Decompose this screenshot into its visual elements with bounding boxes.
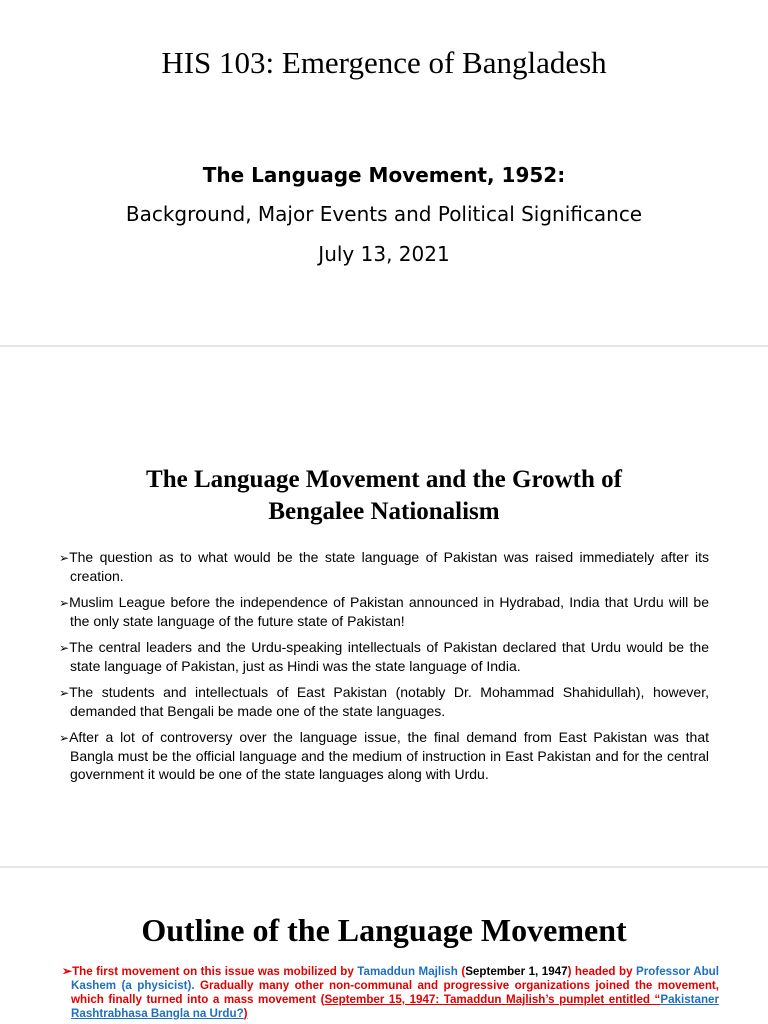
text-segment: ) headed by bbox=[567, 965, 637, 978]
course-title: HIS 103: Emergence of Bangladesh bbox=[161, 45, 607, 80]
content-slide-outline bbox=[0, 868, 768, 1024]
bullet-text: Muslim League before the independence of Pakistan announced in Hydrabad, India that Urdu will be the only state language of the future state of Pakistan! bbox=[69, 594, 709, 629]
list-item bbox=[59, 683, 709, 720]
list-item bbox=[59, 728, 709, 783]
outline-paragraph bbox=[62, 964, 719, 1021]
underlined-text: September 15, 1947: Tamaddun Majlish’s pumplet entitled “ bbox=[324, 993, 661, 1006]
pamphlet-title: Pakistaner Rashtrabhasa Bangla na Urdu? bbox=[71, 993, 719, 1020]
slide-heading-line2: Bengalee Nationalism bbox=[268, 498, 500, 525]
lecture-topic: Background, Major Events and Political Significance bbox=[125, 202, 643, 226]
list-item bbox=[59, 548, 709, 585]
bullet-text: The central leaders and the Urdu-speaking intellectuals of Pakistan declared that Urdu would be the state language of Pakistan, just as Hindi was the state language of India. bbox=[69, 639, 709, 674]
slide-heading-line1: The Language Movement and the Growth of bbox=[146, 466, 622, 493]
arrow-bullet-icon: ➢ bbox=[59, 551, 70, 565]
slide-heading bbox=[40, 464, 728, 528]
lecture-subtitle: The Language Movement, 1952: bbox=[202, 163, 566, 187]
person-name: Professor Abul Kashem bbox=[71, 965, 719, 992]
organization-name: Tamaddun Majlish bbox=[357, 965, 458, 978]
date-text: September 1, 1947 bbox=[465, 965, 568, 978]
text-segment: (a physicist). bbox=[116, 979, 200, 992]
text-segment: ( bbox=[457, 965, 466, 978]
bullet-list bbox=[59, 548, 709, 791]
bullet-text: After a lot of controversy over the language issue, the final demand from East Pakistan was that Bangla must be the official language and the medium of instruction in East Pakistan and for the central government it would be one of the state languages along with Urdu. bbox=[69, 729, 709, 782]
slide-heading: Outline of the Language Movement bbox=[141, 912, 627, 948]
bullet-text: The question as to what would be the state language of Pakistan was raised immediately after its creation. bbox=[69, 549, 709, 584]
arrow-bullet-icon: ➢ bbox=[59, 686, 70, 700]
text-segment: Gradually many other non-communal and progressive organizations joined the movement, which finally turned into a mass movement ( bbox=[71, 979, 719, 1006]
lecture-date: July 13, 2021 bbox=[318, 242, 450, 266]
arrow-bullet-icon: ➢ bbox=[62, 964, 73, 978]
arrow-bullet-icon: ➢ bbox=[59, 731, 70, 745]
text-segment: ) bbox=[243, 1007, 248, 1020]
text-segment: The first movement on this issue was mobilized by bbox=[72, 965, 358, 978]
bullet-text: The students and intellectuals of East Pakistan (notably Dr. Mohammad Shahidullah), however, demanded that Bengali be made one of the state languages. bbox=[69, 684, 709, 719]
content-slide-nationalism bbox=[0, 346, 768, 866]
list-item bbox=[59, 638, 709, 675]
arrow-bullet-icon: ➢ bbox=[59, 596, 70, 610]
arrow-bullet-icon: ➢ bbox=[59, 641, 70, 655]
list-item bbox=[59, 593, 709, 630]
title-slide bbox=[0, 0, 768, 345]
